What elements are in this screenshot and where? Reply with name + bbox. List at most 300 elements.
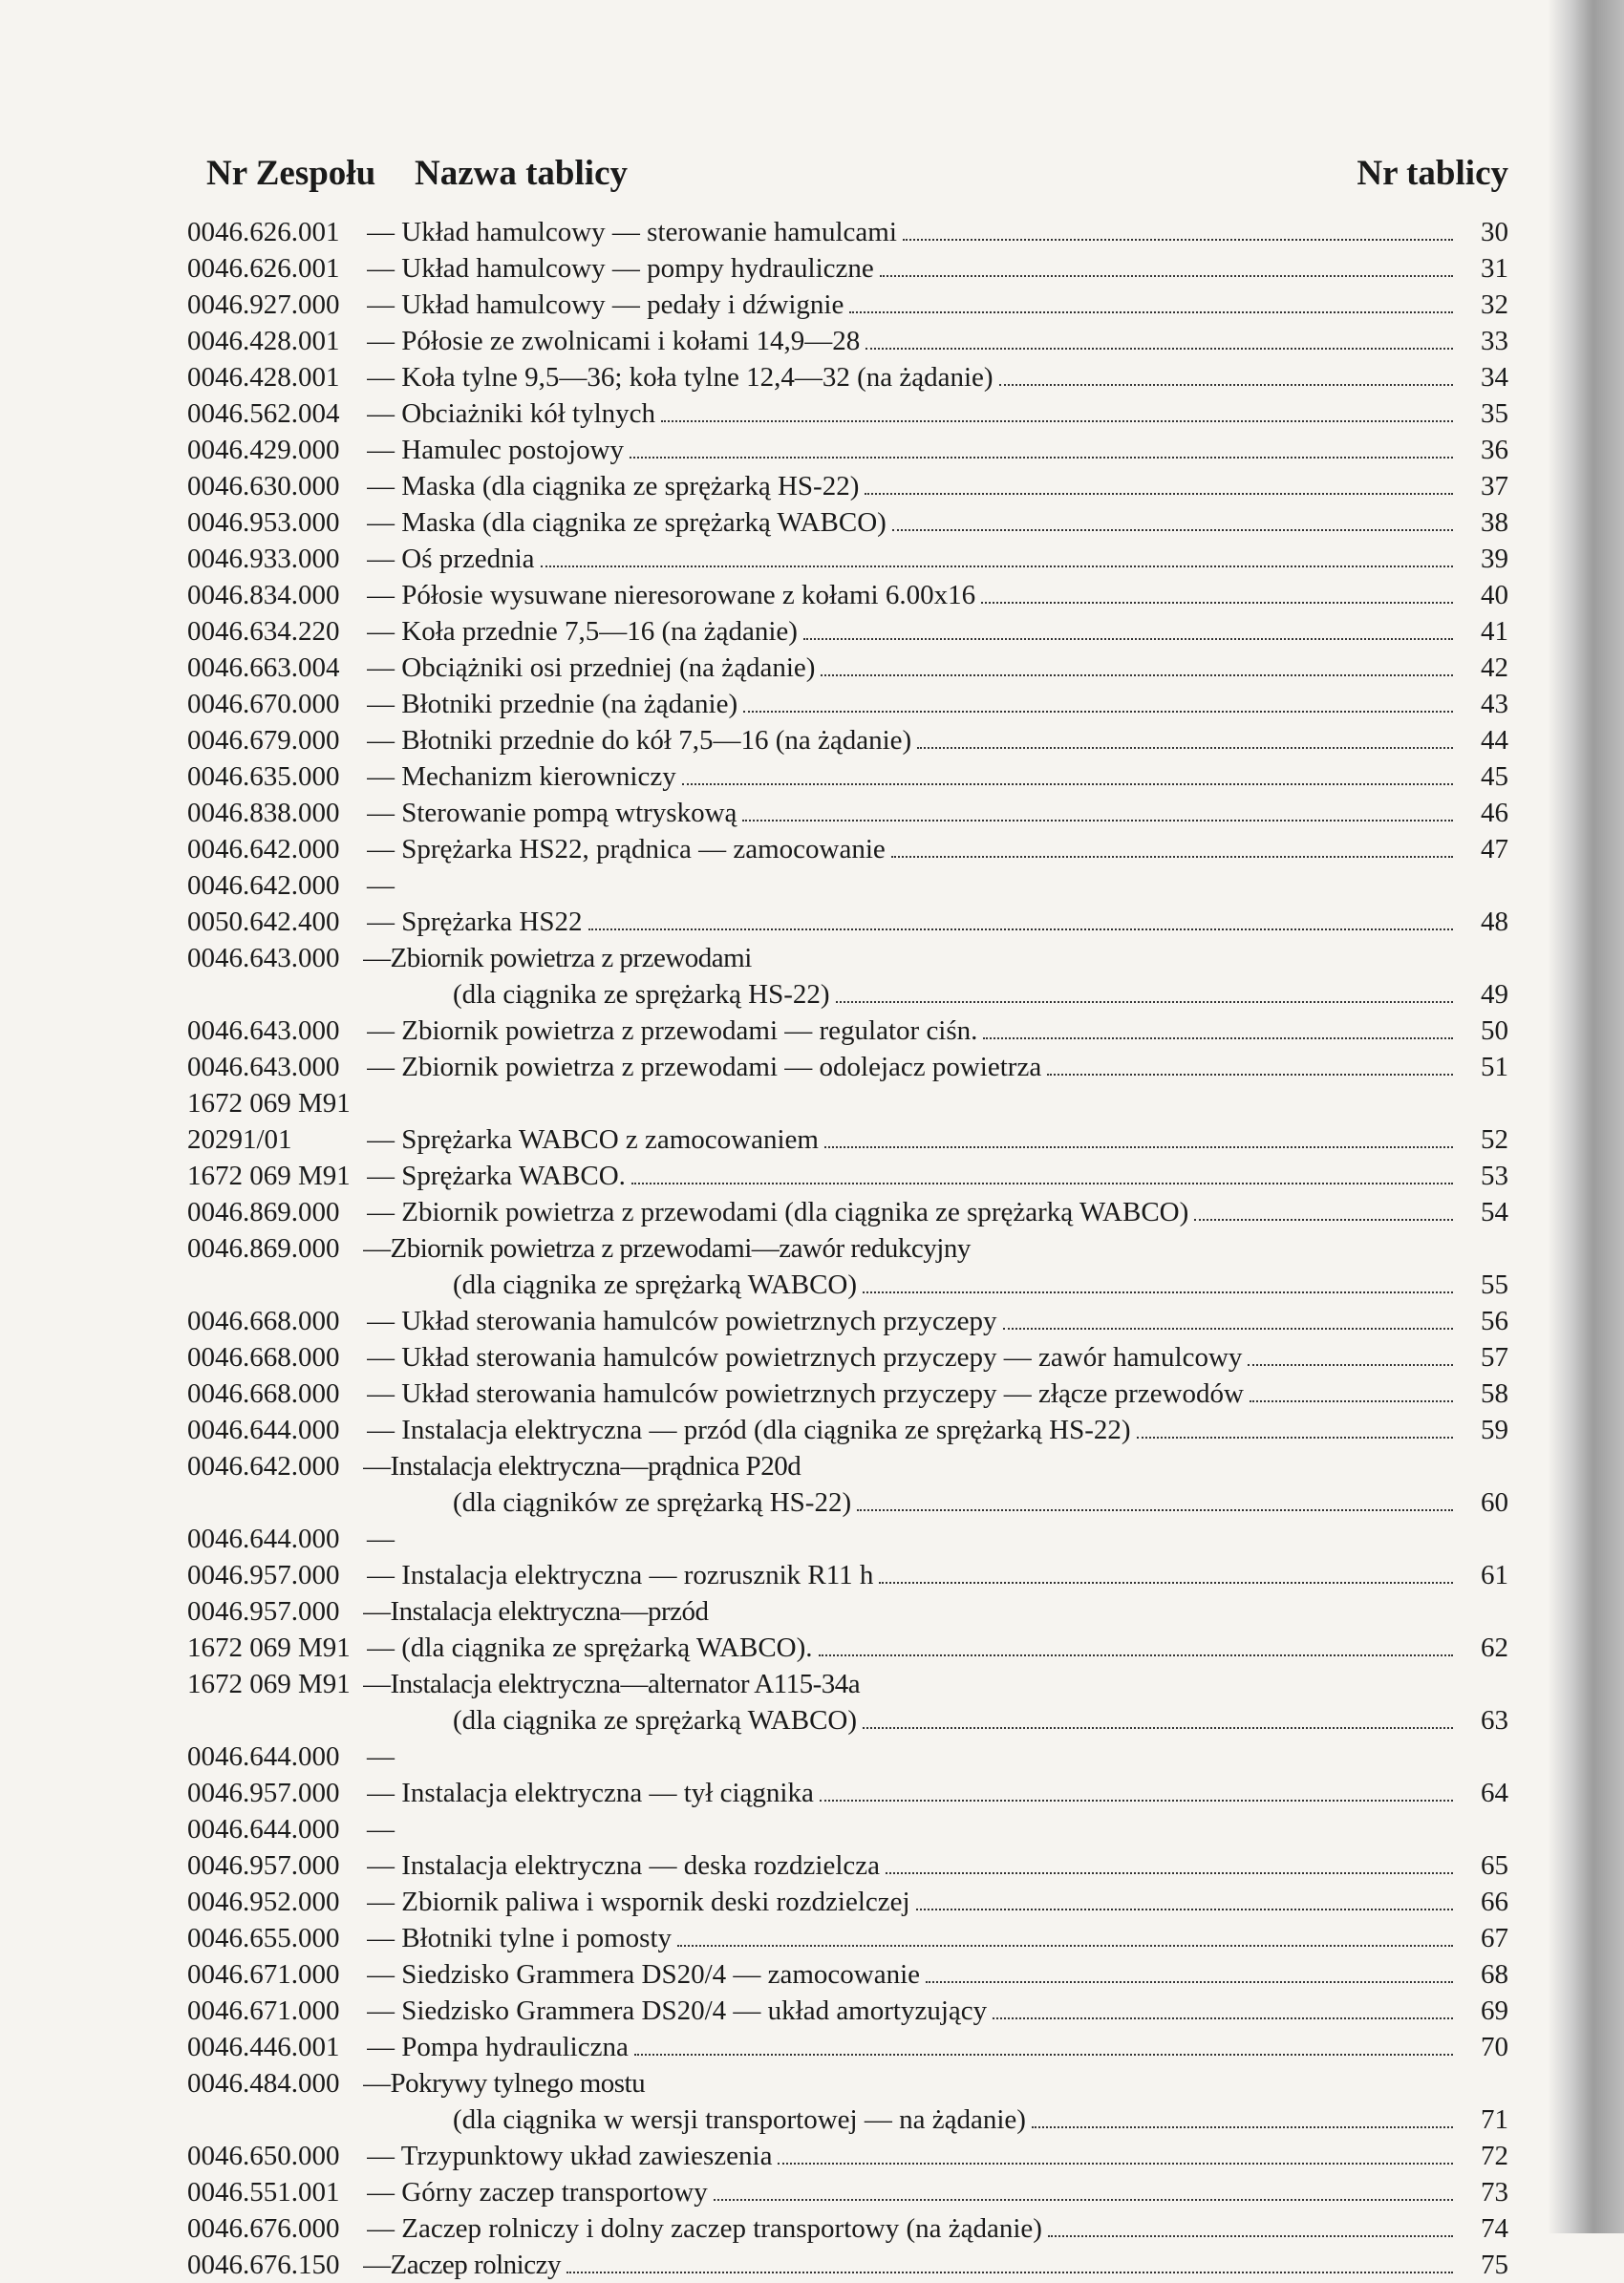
table-number: 58 <box>1481 1378 1508 1409</box>
table-number: 61 <box>1481 1560 1508 1590</box>
table-number: 66 <box>1481 1887 1508 1917</box>
table-title: — Oś przednia <box>367 544 535 574</box>
dot-leader <box>1248 1364 1453 1366</box>
table-title: — Układ hamulcowy — pompy hydrauliczne <box>367 253 874 284</box>
table-title-line <box>363 2247 1459 2283</box>
assembly-number: 0046.869.000 <box>187 1233 340 1264</box>
dot-leader <box>819 1654 1453 1656</box>
toc-row <box>187 1013 1508 1049</box>
dot-leader <box>634 2054 1453 2056</box>
table-title-line <box>367 722 1459 758</box>
dot-leader <box>631 1183 1453 1184</box>
dot-leader <box>682 783 1453 785</box>
table-title: — <box>367 1741 395 1772</box>
table-title: — Sprężarka WABCO. <box>367 1161 626 1191</box>
assembly-number: 0046.655.000 <box>187 1923 340 1953</box>
toc-row <box>187 795 1508 831</box>
table-title-line <box>367 1049 1459 1085</box>
table-title-line <box>367 1412 1459 1448</box>
toc-row <box>187 1593 1508 1630</box>
dot-leader <box>892 529 1453 531</box>
dot-leader <box>566 2272 1453 2273</box>
toc-row <box>187 1775 1508 1811</box>
table-title: — Układ sterowania hamulców powietrznych przyczepy <box>367 1306 997 1336</box>
table-number: 39 <box>1481 544 1508 574</box>
table-title-line <box>367 1920 1459 1956</box>
table-title: — Sprężarka WABCO z zamocowaniem <box>367 1124 819 1155</box>
table-title: —Pokrywy tylnego mostu <box>363 2068 646 2099</box>
table-title-line <box>367 468 1459 504</box>
toc-row <box>187 1956 1508 1993</box>
assembly-number: 0046.663.004 <box>187 652 340 683</box>
table-number: 63 <box>1481 1705 1508 1736</box>
toc-row <box>187 1194 1508 1230</box>
toc-row <box>187 650 1508 686</box>
assembly-number: 0046.670.000 <box>187 689 340 719</box>
table-title-line <box>367 613 1459 650</box>
dot-leader <box>1032 2126 1453 2128</box>
dot-leader <box>1003 1328 1453 1330</box>
assembly-number: 0046.957.000 <box>187 1850 340 1881</box>
assembly-number: 0046.668.000 <box>187 1306 340 1336</box>
assembly-number: 0046.957.000 <box>187 1560 340 1590</box>
dot-leader <box>743 711 1453 713</box>
table-title-line <box>367 287 1459 323</box>
toc-row <box>187 214 1508 250</box>
assembly-number: 1672 069 M91 <box>187 1632 351 1663</box>
table-title-line <box>367 904 1459 940</box>
dot-leader <box>926 1981 1453 1983</box>
dot-leader <box>820 1800 1453 1802</box>
table-number: 32 <box>1481 289 1508 320</box>
table-number: 47 <box>1481 834 1508 864</box>
table-title-line <box>367 432 1459 468</box>
table-title: — Układ hamulcowy — sterowanie hamulcami <box>367 217 897 247</box>
table-title-line <box>367 650 1459 686</box>
table-title: — Układ hamulcowy — pedały i dźwignie <box>367 289 844 320</box>
assembly-number: 0046.676.150 <box>187 2250 340 2280</box>
column-header-name: Nazwa tablicy <box>415 154 628 193</box>
toc-row <box>187 432 1508 468</box>
toc-row <box>187 613 1508 650</box>
table-number: 52 <box>1481 1124 1508 1155</box>
assembly-number: 0046.626.001 <box>187 253 340 284</box>
table-title-line <box>367 577 1459 613</box>
toc-row <box>187 2174 1508 2210</box>
table-title-line <box>367 541 1459 577</box>
dot-leader <box>821 674 1453 676</box>
toc-row <box>187 1085 1508 1121</box>
assembly-number: 0046.679.000 <box>187 725 340 756</box>
table-title-line <box>367 504 1459 541</box>
table-title: — Maska (dla ciągnika ze sprężarką HS-22) <box>367 471 860 501</box>
assembly-number: 0046.957.000 <box>187 1596 340 1627</box>
toc-row <box>187 1847 1508 1884</box>
toc-row <box>187 904 1508 940</box>
assembly-number: 0046.484.000 <box>187 2068 340 2099</box>
table-number: 72 <box>1481 2141 1508 2171</box>
dot-leader <box>849 311 1453 313</box>
dot-leader <box>778 2163 1453 2165</box>
table-title-line <box>453 1484 1459 1521</box>
dot-leader <box>742 820 1453 821</box>
toc-header <box>187 153 1508 208</box>
table-number: 70 <box>1481 2032 1508 2062</box>
toc-row <box>187 1230 1508 1267</box>
table-title-line <box>363 1593 1459 1630</box>
table-title-line <box>367 395 1459 432</box>
table-title-line <box>363 1448 1459 1484</box>
assembly-number: 0046.869.000 <box>187 1197 340 1227</box>
dot-leader <box>1194 1219 1453 1221</box>
toc-row <box>187 1376 1508 1412</box>
table-number: 34 <box>1481 362 1508 393</box>
table-number: 71 <box>1481 2104 1508 2135</box>
toc-row <box>187 1666 1508 1702</box>
assembly-number: 0046.428.001 <box>187 362 340 393</box>
dot-leader <box>863 1727 1453 1729</box>
assembly-number: 0046.671.000 <box>187 1959 340 1990</box>
table-title: —Instalacja elektryczna—prądnica P20d <box>363 1451 801 1482</box>
table-title: — Koła tylne 9,5—36; koła tylne 12,4—32 (na żądanie) <box>367 362 994 393</box>
table-number: 48 <box>1481 907 1508 937</box>
table-title: — Błotniki przednie (na żądanie) <box>367 689 738 719</box>
table-title: — Obciążniki osi przedniej (na żądanie) <box>367 652 816 683</box>
assembly-number: 0046.650.000 <box>187 2141 340 2171</box>
toc-row <box>187 867 1508 904</box>
assembly-number: 0046.644.000 <box>187 1814 340 1845</box>
toc-row <box>187 1303 1508 1339</box>
dot-leader <box>983 1037 1453 1039</box>
toc-row <box>187 686 1508 722</box>
table-title: — Półosie ze zwolnicami i kołami 14,9—28 <box>367 326 861 356</box>
toc-row <box>187 468 1508 504</box>
toc-row <box>187 2247 1508 2283</box>
table-number: 35 <box>1481 398 1508 429</box>
assembly-number: 0046.927.000 <box>187 289 340 320</box>
assembly-number: 0046.957.000 <box>187 1778 340 1808</box>
table-title-line <box>367 795 1459 831</box>
table-title: — Siedzisko Grammera DS20/4 — układ amortyzujący <box>367 1995 988 2026</box>
table-title-line <box>367 1630 1459 1666</box>
table-title: —Instalacja elektryczna—przód <box>363 1596 709 1627</box>
table-title-line <box>367 1194 1459 1230</box>
table-title-line <box>367 831 1459 867</box>
dot-leader <box>886 1872 1453 1874</box>
table-number: 51 <box>1481 1052 1508 1082</box>
dot-leader <box>857 1509 1453 1511</box>
table-title-line <box>367 1993 1459 2029</box>
table-title-line <box>367 1775 1459 1811</box>
toc-row <box>187 395 1508 432</box>
table-title-line <box>367 1956 1459 1993</box>
table-number: 73 <box>1481 2177 1508 2208</box>
toc-row <box>187 976 1508 1013</box>
table-number: 53 <box>1481 1161 1508 1191</box>
assembly-number: 0046.834.000 <box>187 580 340 610</box>
table-number: 30 <box>1481 217 1508 247</box>
table-title: — Układ sterowania hamulców powietrznych przyczepy — zawór hamulcowy <box>367 1342 1243 1373</box>
table-number: 65 <box>1481 1850 1508 1881</box>
table-number: 50 <box>1481 1015 1508 1046</box>
column-header-code: Nr Zespołu <box>206 154 376 193</box>
table-title-line <box>367 686 1459 722</box>
table-number: 69 <box>1481 1995 1508 2026</box>
table-number: 36 <box>1481 435 1508 465</box>
table-title: — Maska (dla ciągnika ze sprężarką WABCO) <box>367 507 887 538</box>
table-title: (dla ciągnika ze sprężarką WABCO) <box>453 1705 858 1736</box>
table-title: —Zaczep rolniczy <box>363 2250 561 2280</box>
dot-leader <box>891 856 1453 858</box>
table-title-line <box>367 758 1459 795</box>
assembly-number: 0046.643.000 <box>187 1052 340 1082</box>
dot-leader <box>916 1909 1453 1910</box>
table-number: 31 <box>1481 253 1508 284</box>
assembly-number: 0046.643.000 <box>187 943 340 973</box>
table-title-line <box>367 323 1459 359</box>
toc-row <box>187 1484 1508 1521</box>
assembly-number: 0046.551.001 <box>187 2177 340 2208</box>
table-title: — <box>367 1814 395 1845</box>
table-title-line <box>453 2102 1459 2138</box>
toc-row <box>187 1811 1508 1847</box>
table-title: — Sprężarka HS22, prądnica — zamocowanie <box>367 834 886 864</box>
table-title-line <box>367 2174 1459 2210</box>
toc-row <box>187 250 1508 287</box>
toc-row <box>187 940 1508 976</box>
table-number: 37 <box>1481 471 1508 501</box>
assembly-number: 0046.676.000 <box>187 2213 340 2244</box>
table-title-line <box>367 1339 1459 1376</box>
table-number: 41 <box>1481 616 1508 647</box>
dot-leader <box>824 1146 1453 1148</box>
table-title: —Zbiornik powietrza z przewodami—zawór redukcyjny <box>363 1233 971 1264</box>
dot-leader <box>714 2199 1453 2201</box>
table-number: 44 <box>1481 725 1508 756</box>
table-title: (dla ciągnika ze sprężarką HS-22) <box>453 979 830 1010</box>
toc-row <box>187 831 1508 867</box>
dot-leader <box>836 1001 1453 1003</box>
dot-leader <box>865 493 1453 495</box>
table-title: — (dla ciągnika ze sprężarką WABCO). <box>367 1632 813 1663</box>
dot-leader <box>999 384 1453 386</box>
assembly-number: 0046.644.000 <box>187 1524 340 1554</box>
table-title: — Zaczep rolniczy i dolny zaczep transportowy (na żądanie) <box>367 2213 1042 2244</box>
toc-row <box>187 1121 1508 1158</box>
toc-row <box>187 2102 1508 2138</box>
assembly-number: 0046.562.004 <box>187 398 340 429</box>
table-number: 62 <box>1481 1632 1508 1663</box>
table-title: — Instalacja elektryczna — deska rozdzielcza <box>367 1850 881 1881</box>
table-title: — Koła przednie 7,5—16 (na żądanie) <box>367 616 798 647</box>
table-title: — Układ sterowania hamulców powietrznych przyczepy — złącze przewodów <box>367 1378 1244 1409</box>
table-title: — Mechanizm kierowniczy <box>367 761 676 792</box>
assembly-number: 1672 069 M91 <box>187 1669 351 1699</box>
table-number: 38 <box>1481 507 1508 538</box>
dot-leader <box>879 1582 1453 1584</box>
dot-leader <box>1250 1400 1453 1402</box>
table-title: — Półosie wysuwane nieresorowane z kołami 6.00x16 <box>367 580 976 610</box>
dot-leader <box>865 348 1453 350</box>
dot-leader <box>803 638 1453 640</box>
assembly-number: 20291/01 <box>187 1124 292 1155</box>
table-title: — Błotniki tylne i pomosty <box>367 1923 673 1953</box>
dot-leader <box>993 2017 1453 2019</box>
toc-row <box>187 1412 1508 1448</box>
toc-row <box>187 2210 1508 2247</box>
toc-row <box>187 1884 1508 1920</box>
assembly-number: 0046.642.000 <box>187 870 340 901</box>
table-title: (dla ciągnika ze sprężarką WABCO) <box>453 1270 858 1300</box>
assembly-number: 0046.952.000 <box>187 1887 340 1917</box>
table-title-line <box>367 359 1459 395</box>
dot-leader <box>863 1291 1453 1293</box>
assembly-number: 0046.668.000 <box>187 1378 340 1409</box>
column-header-table: Nr tablicy <box>1357 154 1508 193</box>
table-title: —Zbiornik powietrza z przewodami <box>363 943 752 973</box>
table-number: 67 <box>1481 1923 1508 1953</box>
table-title-line <box>363 1666 1459 1702</box>
dot-leader <box>1048 2235 1453 2237</box>
dot-leader <box>1137 1437 1453 1439</box>
toc-row <box>187 577 1508 613</box>
dot-leader <box>917 747 1453 749</box>
toc-row <box>187 1739 1508 1775</box>
table-number: 43 <box>1481 689 1508 719</box>
table-number: 59 <box>1481 1415 1508 1445</box>
table-title: — Zbiornik powietrza z przewodami — regulator ciśn. <box>367 1015 978 1046</box>
table-title: — Zbiornik paliwa i wspornik deski rozdzielczej <box>367 1887 910 1917</box>
assembly-number: 0046.838.000 <box>187 798 340 828</box>
table-title: — Hamulec postojowy <box>367 435 625 465</box>
table-number: 68 <box>1481 1959 1508 1990</box>
table-title-line <box>367 1847 1459 1884</box>
toc-row <box>187 541 1508 577</box>
toc-row <box>187 1521 1508 1557</box>
table-title-line <box>367 2138 1459 2174</box>
table-title: — Zbiornik powietrza z przewodami — odolejacz powietrza <box>367 1052 1042 1082</box>
table-title-line <box>367 1376 1459 1412</box>
table-number: 56 <box>1481 1306 1508 1336</box>
toc-row <box>187 1267 1508 1303</box>
table-title: —Instalacja elektryczna—alternator A115-34a <box>363 1669 861 1699</box>
assembly-number: 0046.635.000 <box>187 761 340 792</box>
table-title-line <box>367 1884 1459 1920</box>
table-title-line <box>367 1013 1459 1049</box>
table-number: 46 <box>1481 798 1508 828</box>
table-title: — Błotniki przednie do kół 7,5—16 (na żądanie) <box>367 725 912 756</box>
dot-leader <box>541 565 1453 567</box>
table-title-line <box>367 1121 1459 1158</box>
assembly-number: 0046.953.000 <box>187 507 340 538</box>
table-title: — Sterowanie pompą wtryskową <box>367 798 737 828</box>
table-title-line <box>367 250 1459 287</box>
table-title-line <box>367 2210 1459 2247</box>
assembly-number: 0046.643.000 <box>187 1015 340 1046</box>
table-number: 55 <box>1481 1270 1508 1300</box>
table-title-line <box>367 1158 1459 1194</box>
toc-row <box>187 2029 1508 2065</box>
assembly-number: 0046.933.000 <box>187 544 340 574</box>
assembly-number: 0050.642.400 <box>187 907 340 937</box>
table-title-line <box>367 1557 1459 1593</box>
toc-row <box>187 1702 1508 1739</box>
dot-leader <box>1047 1074 1453 1076</box>
table-title: — Pompa hydrauliczna <box>367 2032 629 2062</box>
table-title: — Trzypunktowy układ zawieszenia <box>367 2141 773 2171</box>
table-number: 42 <box>1481 652 1508 683</box>
table-title-line <box>363 1230 1459 1267</box>
toc-list <box>187 214 1508 2283</box>
table-title: — <box>367 870 395 901</box>
dot-leader <box>630 457 1453 459</box>
table-number: 54 <box>1481 1197 1508 1227</box>
toc-row <box>187 1630 1508 1666</box>
toc-page <box>187 153 1508 2283</box>
table-title-line <box>453 1702 1459 1739</box>
assembly-number: 0046.644.000 <box>187 1415 340 1445</box>
dot-leader <box>903 239 1453 241</box>
assembly-number: 0046.644.000 <box>187 1741 340 1772</box>
dot-leader <box>588 928 1453 930</box>
assembly-number: 1672 069 M91 <box>187 1088 351 1119</box>
table-number: 33 <box>1481 326 1508 356</box>
table-number: 57 <box>1481 1342 1508 1373</box>
table-title: — Sprężarka HS22 <box>367 907 583 937</box>
toc-row <box>187 287 1508 323</box>
toc-row <box>187 758 1508 795</box>
assembly-number: 0046.634.220 <box>187 616 340 647</box>
table-title-line <box>363 2065 1459 2102</box>
assembly-number: 0046.642.000 <box>187 834 340 864</box>
toc-row <box>187 359 1508 395</box>
toc-row <box>187 1158 1508 1194</box>
table-number: 74 <box>1481 2213 1508 2244</box>
table-title-line <box>367 1303 1459 1339</box>
dot-leader <box>880 275 1453 277</box>
toc-row <box>187 1920 1508 1956</box>
assembly-number: 0046.630.000 <box>187 471 340 501</box>
table-number: 40 <box>1481 580 1508 610</box>
dot-leader <box>677 1945 1453 1947</box>
toc-row <box>187 1448 1508 1484</box>
table-title: — Instalacja elektryczna — rozrusznik R11 h <box>367 1560 874 1590</box>
assembly-number: 1672 069 M91 <box>187 1161 351 1191</box>
table-title-line <box>367 214 1459 250</box>
assembly-number: 0046.626.001 <box>187 217 340 247</box>
table-number: 75 <box>1481 2250 1508 2280</box>
toc-row <box>187 2065 1508 2102</box>
dot-leader <box>981 602 1453 604</box>
table-title-line <box>453 1267 1459 1303</box>
assembly-number: 0046.671.000 <box>187 1995 340 2026</box>
table-title: — Siedzisko Grammera DS20/4 — zamocowanie <box>367 1959 921 1990</box>
toc-row <box>187 323 1508 359</box>
toc-row <box>187 504 1508 541</box>
assembly-number: 0046.642.000 <box>187 1451 340 1482</box>
binding-shadow <box>1548 0 1624 2233</box>
toc-row <box>187 1049 1508 1085</box>
table-title: — Instalacja elektryczna — przód (dla ciągnika ze sprężarką HS-22) <box>367 1415 1131 1445</box>
dot-leader <box>661 420 1453 422</box>
table-title: — <box>367 1524 395 1554</box>
table-number: 64 <box>1481 1778 1508 1808</box>
table-number: 49 <box>1481 979 1508 1010</box>
table-title: — Górny zaczep transportowy <box>367 2177 708 2208</box>
table-title: — Instalacja elektryczna — tył ciągnika <box>367 1778 814 1808</box>
table-number: 45 <box>1481 761 1508 792</box>
assembly-number: 0046.428.001 <box>187 326 340 356</box>
